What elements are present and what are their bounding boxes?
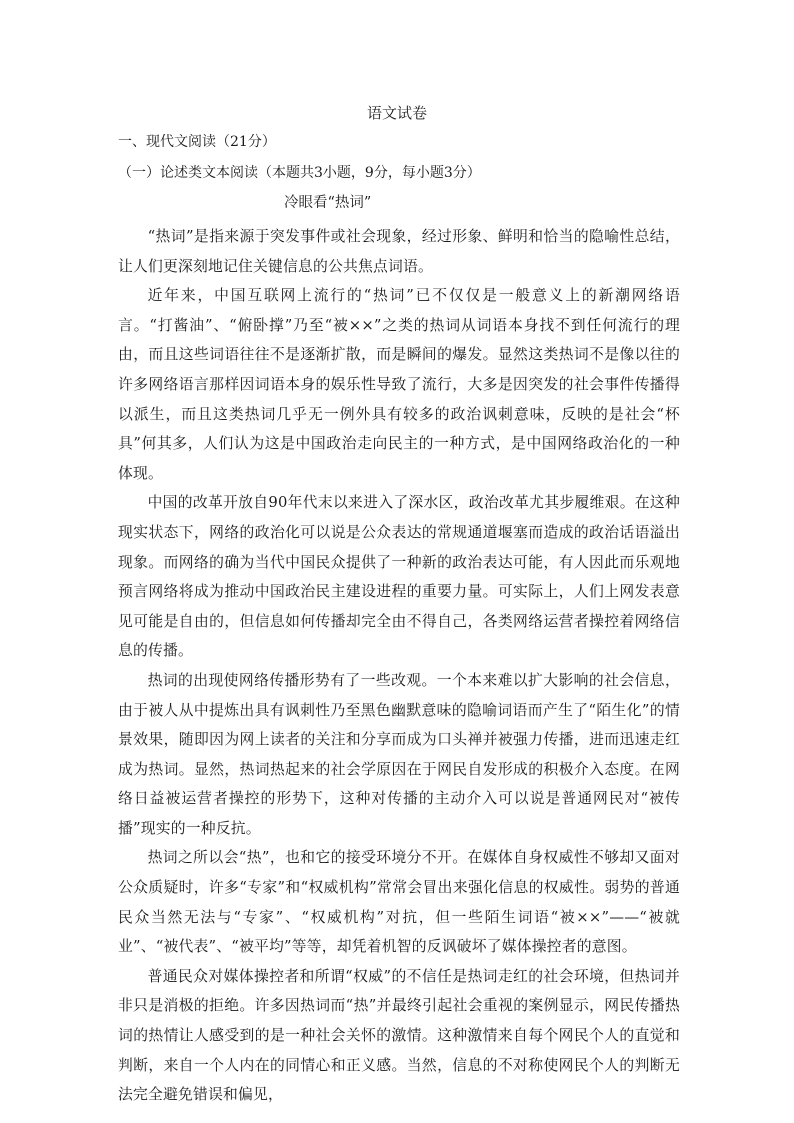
article-paragraph: “热词”是指来源于突发事件或社会现象，经过形象、鲜明和恰当的隐喻性总结，让人们更深刻地记住关键信息的公共焦点词语。 — [118, 228, 680, 275]
section-heading-reading: 一、现代文阅读（21分） — [118, 134, 276, 150]
article-paragraph: 普通民众对媒体操控者和所谓“权威”的不信任是热词走红的社会环境，但热词并非只是消极的拒绝。许多因热词而“热”并最终引起社会重视的案例显示，网民传播热词的热情让人感受到的是一种社会关怀的激情。这种激情来自每个网民个人的直觉和判断，来自一个人内在的同情心和正义感。当然，信息的不对称使网民个人的判断无法完全避免错误和偏见， — [118, 967, 680, 1104]
article-paragraph: 热词之所以会“热”，也和它的接受环境分不开。在媒体自身权威性不够却又面对公众质疑时，许多“专家”和“权威机构”常常会冒出来强化信息的权威性。弱势的普通民众当然无法与“专家”、“权威机构”对抗，但一些陌生词语“被××”——“被就业”、“被代表”、“被平均”等等，却凭着机智的反讽破坏了媒体操控者的意图。 — [118, 849, 680, 956]
article-body — [118, 222, 680, 1110]
document-title: 语文试卷 — [366, 104, 427, 122]
section-heading-argumentative: （一）论述类文本阅读（本题共3小题，9分，每小题3分） — [118, 165, 481, 181]
article-title: 冷眼看“热词” — [284, 195, 372, 211]
article-paragraph: 热词的出现使网络传播形势有了一些改观。一个本来难以扩大影响的社会信息，由于被人从中提炼出具有讽刺性乃至黑色幽默意味的隐喻词语而产生了“陌生化”的情景效果，随即因为网上读者的关注和分享而成为口头禅并被强力传播，进而迅速走红成为热词。显然，热词热起来的社会学原因在于网民自发形成的积极介入态度。在网络日益被运营者操控的形势下，这种对传播的主动介入可以说是普通网民对“被传播”现实的一种反抗。 — [118, 671, 680, 837]
article-paragraph: 近年来，中国互联网上流行的“热词”已不仅仅是一般意义上的新潮网络语言。“打酱油”、“俯卧撑”乃至“被××”之类的热词从词语本身找不到任何流行的理由，而且这些词语往往不是逐渐扩散，而是瞬间的爆发。显然这类热词不是像以往的许多网络语言那样因词语本身的娱乐性导致了流行，大多是因突发的社会事件传播得以派生，而且这类热词几乎无一例外具有较多的政治讽刺意味，反映的是社会“杯具”何其多，人们认为这是中国政治走向民主的一种方式，是中国网络政治化的一种体现。 — [118, 287, 680, 482]
article-paragraph: 中国的改革开放自90年代末以来进入了深水区，政治改革尤其步履维艰。在这种现实状态下，网络的政治化可以说是公众表达的常规通道堰塞而造成的政治话语溢出现象。而网络的确为当代中国民众提供了一种新的政治表达可能，有人因此而乐观地预言网络将成为推动中国政治民主建设进程的重要力量。可实际上，人们上网发表意见可能是自由的，但信息如何传播却完全由不得自己，各类网络运营者操控着网络信息的传播。 — [118, 494, 680, 660]
